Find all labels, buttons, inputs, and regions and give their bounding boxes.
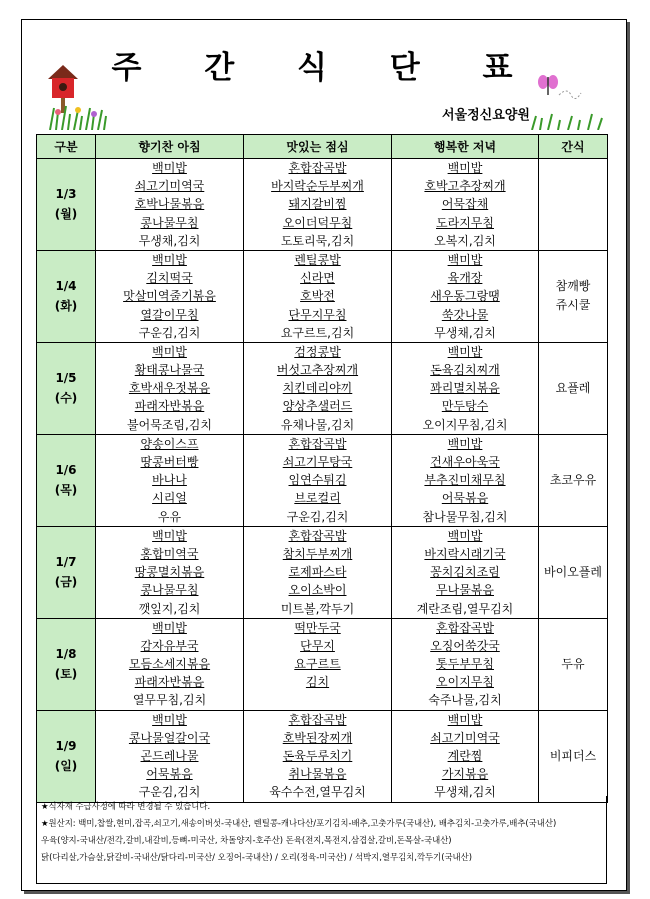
table-row (37, 434, 608, 526)
menu-item: 양송이스프 (140, 436, 199, 451)
weekly-menu-table (36, 134, 608, 803)
day-date: 1/9 (55, 739, 77, 754)
note-line: 우육(양지-국내산/전각,갈비,내갈비,등뼈-미국산, 차돌양지-호주산) 돈육(전지,목전지,삼겹살,갈비,돈목살-국내산) (41, 835, 452, 845)
menu-item: 돼지갈비찜 (288, 197, 347, 212)
table-row (37, 250, 608, 342)
menu-item: 계란찜 (447, 749, 483, 763)
menu-item: 백미밥 (447, 252, 483, 267)
menu-item: 구운김,김치 (138, 785, 201, 800)
menu-item: 육수수전,열무김치 (269, 785, 366, 800)
menu-item: 참나물무침,김치 (422, 509, 508, 524)
header-breakfast: 향기찬 아침 (96, 135, 244, 159)
menu-item (244, 691, 391, 709)
menu-item: 요구르트 (294, 657, 341, 672)
grass-icon (48, 100, 108, 130)
menu-item: 백미밥 (152, 620, 187, 635)
menu-item: 백미밥 (447, 161, 483, 175)
day-of-week: (화) (54, 299, 78, 314)
snack-cell (539, 342, 608, 434)
menu-item: 혼합잡곡밥 (288, 436, 347, 451)
menu-item: 혼합잡곡밥 (288, 712, 347, 727)
snack-cell (539, 526, 608, 618)
snack-cell (539, 434, 608, 526)
menu-item: 오이지무침,김치 (422, 417, 508, 432)
menu-item: 오이지무침 (436, 675, 494, 690)
menu-item: 열무무침,김치 (132, 693, 207, 708)
snack-cell (539, 250, 608, 342)
note-line: ★식자재 수급사정에 따라 변경될 수 있습니다. (41, 801, 211, 811)
menu-item: 땅콩버터빵 (140, 455, 199, 469)
menu-item: 파래자반볶음 (134, 399, 205, 414)
day-cell (37, 342, 96, 434)
menu-item: 혼합잡곡밥 (436, 620, 494, 635)
menu-item: 육개장 (447, 271, 483, 286)
menu-item: 오복지,김치 (434, 233, 496, 248)
menu-item: 렌틸콩밥 (294, 252, 341, 267)
breakfast-cell (96, 618, 244, 710)
menu-item: 임연수튀김 (288, 473, 347, 488)
menu-item: 콩나물무침 (140, 215, 199, 230)
dinner-cell (392, 434, 539, 526)
table-row (37, 159, 608, 251)
snack-cell (539, 159, 608, 251)
dinner-cell (392, 159, 539, 251)
menu-item: 단무지무침 (288, 307, 347, 322)
menu-item: 호박고추장찌개 (424, 179, 506, 194)
table-row (37, 342, 608, 434)
note-line: ★원산지: 백미,찹쌀,현미,잡곡,쇠고기,새송이버섯-국내산, 렌틸콩-캐나다산/포기김치-배추,고춧가루(국내산), 배추김치-고춧가루,배추(국내산) (41, 818, 557, 828)
menu-item: 땅콩멸치볶음 (134, 565, 205, 580)
menu-item: 검정콩밥 (294, 344, 341, 359)
day-date: 1/4 (55, 279, 77, 294)
lunch-cell (244, 618, 392, 710)
menu-item: 숙주나물,김치 (428, 693, 502, 708)
menu-item: 오이더덕무침 (282, 215, 353, 230)
menu-item: 혼합잡곡밥 (288, 161, 347, 175)
day-of-week: (일) (54, 759, 78, 774)
menu-item: 미트볼,깍두기 (280, 601, 355, 616)
menu-item: 무나물볶음 (436, 583, 494, 598)
day-cell (37, 159, 96, 251)
menu-item: 돈육김치찌개 (430, 363, 500, 378)
snack-cell (539, 710, 608, 802)
menu-item: 가지볶음 (441, 767, 489, 782)
menu-item: 바나나 (152, 473, 187, 488)
menu-item: 호박나물볶음 (134, 197, 205, 212)
menu-item: 김치떡국 (146, 271, 193, 286)
menu-item: 백미밥 (447, 344, 483, 359)
organization-name: 서울정신요양원 (442, 108, 530, 123)
menu-item: 만두탕수 (441, 399, 489, 414)
day-cell (37, 526, 96, 618)
menu-item: 치킨데리야끼 (282, 381, 353, 396)
lunch-cell (244, 526, 392, 618)
lunch-cell (244, 250, 392, 342)
breakfast-cell (96, 434, 244, 526)
day-date: 1/8 (55, 647, 77, 662)
menu-item: 백미밥 (152, 528, 187, 543)
day-cell (37, 250, 96, 342)
menu-item: 김치 (305, 675, 330, 690)
snack-item: 요플레 (555, 380, 591, 395)
snack-cell (539, 618, 608, 710)
menu-item: 부추진미채무침 (424, 473, 506, 488)
menu-item: 열갈이무침 (140, 307, 199, 322)
header-dinner: 행복한 저녁 (392, 135, 539, 159)
menu-item: 꽁치김치조림 (430, 565, 500, 580)
notes-section (36, 796, 607, 884)
menu-item: 쇠고기미역국 (430, 730, 500, 745)
menu-item: 버섯고추장찌개 (276, 363, 359, 378)
menu-item: 참치두부찌개 (282, 546, 353, 561)
grass-icon (528, 112, 608, 130)
menu-item: 백미밥 (152, 712, 187, 727)
menu-item: 콩나물무침 (140, 583, 199, 598)
menu-item: 양상추샐러드 (282, 399, 353, 414)
snack-item: 바이오플레 (544, 564, 602, 579)
header-lunch: 맛있는 점심 (244, 135, 392, 159)
menu-item: 로제파스타 (288, 565, 347, 580)
day-cell (37, 618, 96, 710)
menu-item: 돈육두루치기 (282, 749, 353, 763)
dinner-cell (392, 250, 539, 342)
menu-item: 우유 (157, 509, 182, 524)
header-snack: 간식 (539, 135, 608, 159)
dinner-cell (392, 526, 539, 618)
menu-item: 백미밥 (447, 528, 483, 543)
menu-item: 계란조림,열무김치 (416, 601, 514, 616)
menu-item: 신라면 (300, 271, 335, 286)
menu-item: 혼합잡곡밥 (288, 528, 347, 543)
menu-item: 홍합미역국 (140, 546, 199, 561)
menu-item: 콩나물얼갈이국 (128, 730, 211, 745)
menu-item: 오징어쑥갓국 (430, 638, 500, 653)
day-cell (37, 710, 96, 802)
menu-item: 쑥갓나물 (441, 307, 489, 322)
menu-item: 건새우아욱국 (430, 455, 500, 469)
menu-item: 어묵볶음 (441, 491, 489, 506)
menu-item: 백미밥 (152, 344, 187, 359)
menu-item: 깻잎지,김치 (138, 601, 201, 616)
menu-item: 맛살미역줄기볶음 (123, 289, 216, 304)
lunch-cell (244, 434, 392, 526)
menu-item: 무생채,김치 (434, 325, 496, 340)
day-cell (37, 434, 96, 526)
menu-item: 파래자반볶음 (134, 675, 205, 690)
menu-item: 꽈리멸치볶음 (430, 381, 500, 396)
day-of-week: (목) (54, 483, 78, 498)
menu-item: 호박새우젓볶음 (128, 381, 211, 396)
menu-item: 바지락시래기국 (424, 546, 506, 561)
dinner-cell (392, 710, 539, 802)
menu-item: 떡만두국 (294, 620, 341, 635)
breakfast-cell (96, 710, 244, 802)
snack-item: 초코우유 (549, 472, 597, 487)
menu-item: 바지락순두부찌개 (271, 179, 364, 194)
menu-item: 톳두부무침 (436, 657, 494, 672)
table-row (37, 618, 608, 710)
menu-item: 어묵볶음 (146, 767, 193, 782)
menu-item: 요구르트,김치 (280, 325, 355, 340)
day-date: 1/7 (55, 555, 77, 570)
menu-item: 시리얼 (152, 491, 187, 506)
menu-item: 쇠고기미역국 (134, 179, 205, 194)
lunch-cell (244, 342, 392, 434)
menu-item: 황태콩나물국 (134, 363, 205, 378)
menu-item: 쇠고기무탕국 (282, 455, 353, 469)
menu-item: 백미밥 (447, 712, 483, 727)
day-date: 1/6 (55, 463, 77, 478)
snack-item: 비피더스 (549, 748, 597, 763)
menu-item: 어묵잡채 (441, 197, 489, 212)
menu-item: 곤드레나물 (140, 749, 199, 763)
day-of-week: (금) (54, 575, 78, 590)
breakfast-cell (96, 159, 244, 251)
menu-item: 취나물볶음 (288, 767, 347, 782)
page-title: 주 간 식 단 표 (111, 50, 539, 86)
menu-item: 새우동그랑땡 (430, 289, 500, 304)
menu-item: 모듬소세지볶음 (128, 657, 211, 672)
menu-item: 무생채,김치 (434, 785, 496, 800)
menu-item: 무생채,김치 (138, 233, 201, 248)
menu-item: 오이소박이 (288, 583, 347, 598)
menu-item: 도라지무침 (436, 215, 494, 230)
header-category: 구분 (37, 135, 96, 159)
lunch-cell (244, 159, 392, 251)
table-row (37, 710, 608, 802)
menu-item: 불어묵조림,김치 (127, 417, 212, 432)
menu-item: 구운김,김치 (138, 325, 201, 340)
day-of-week: (수) (54, 391, 78, 406)
snack-item: 두유 (561, 656, 585, 671)
menu-item: 브로컬리 (294, 491, 341, 506)
day-date: 1/3 (55, 187, 77, 202)
menu-item: 백미밥 (447, 436, 483, 451)
menu-item: 백미밥 (152, 252, 187, 267)
snack-item: 참깨빵 쥬시쿨 (555, 279, 591, 313)
lunch-cell (244, 710, 392, 802)
table-row (37, 526, 608, 618)
menu-item: 구운김,김치 (286, 509, 349, 524)
note-line: 닭(다리살,가슴살,닭갈비-국내산/닭다리-미국산/ 오징어-국내산) / 오리(정육-미국산) / 석박지,열무김치,깍두기(국내산) (41, 852, 472, 862)
day-date: 1/5 (55, 371, 77, 386)
menu-item: 단무지 (300, 638, 335, 653)
menu-item: 백미밥 (152, 161, 187, 175)
menu-item: 호박된장찌개 (282, 730, 353, 745)
breakfast-cell (96, 250, 244, 342)
menu-item: 호박전 (300, 289, 335, 304)
dinner-cell (392, 342, 539, 434)
menu-item: 감자유부국 (140, 638, 199, 653)
menu-item: 유채나물,김치 (280, 417, 355, 432)
breakfast-cell (96, 526, 244, 618)
day-of-week: (월) (54, 207, 78, 222)
table-header-row (37, 135, 608, 159)
dinner-cell (392, 618, 539, 710)
menu-item: 도토리묵,김치 (280, 233, 355, 248)
day-of-week: (토) (54, 667, 78, 682)
breakfast-cell (96, 342, 244, 434)
